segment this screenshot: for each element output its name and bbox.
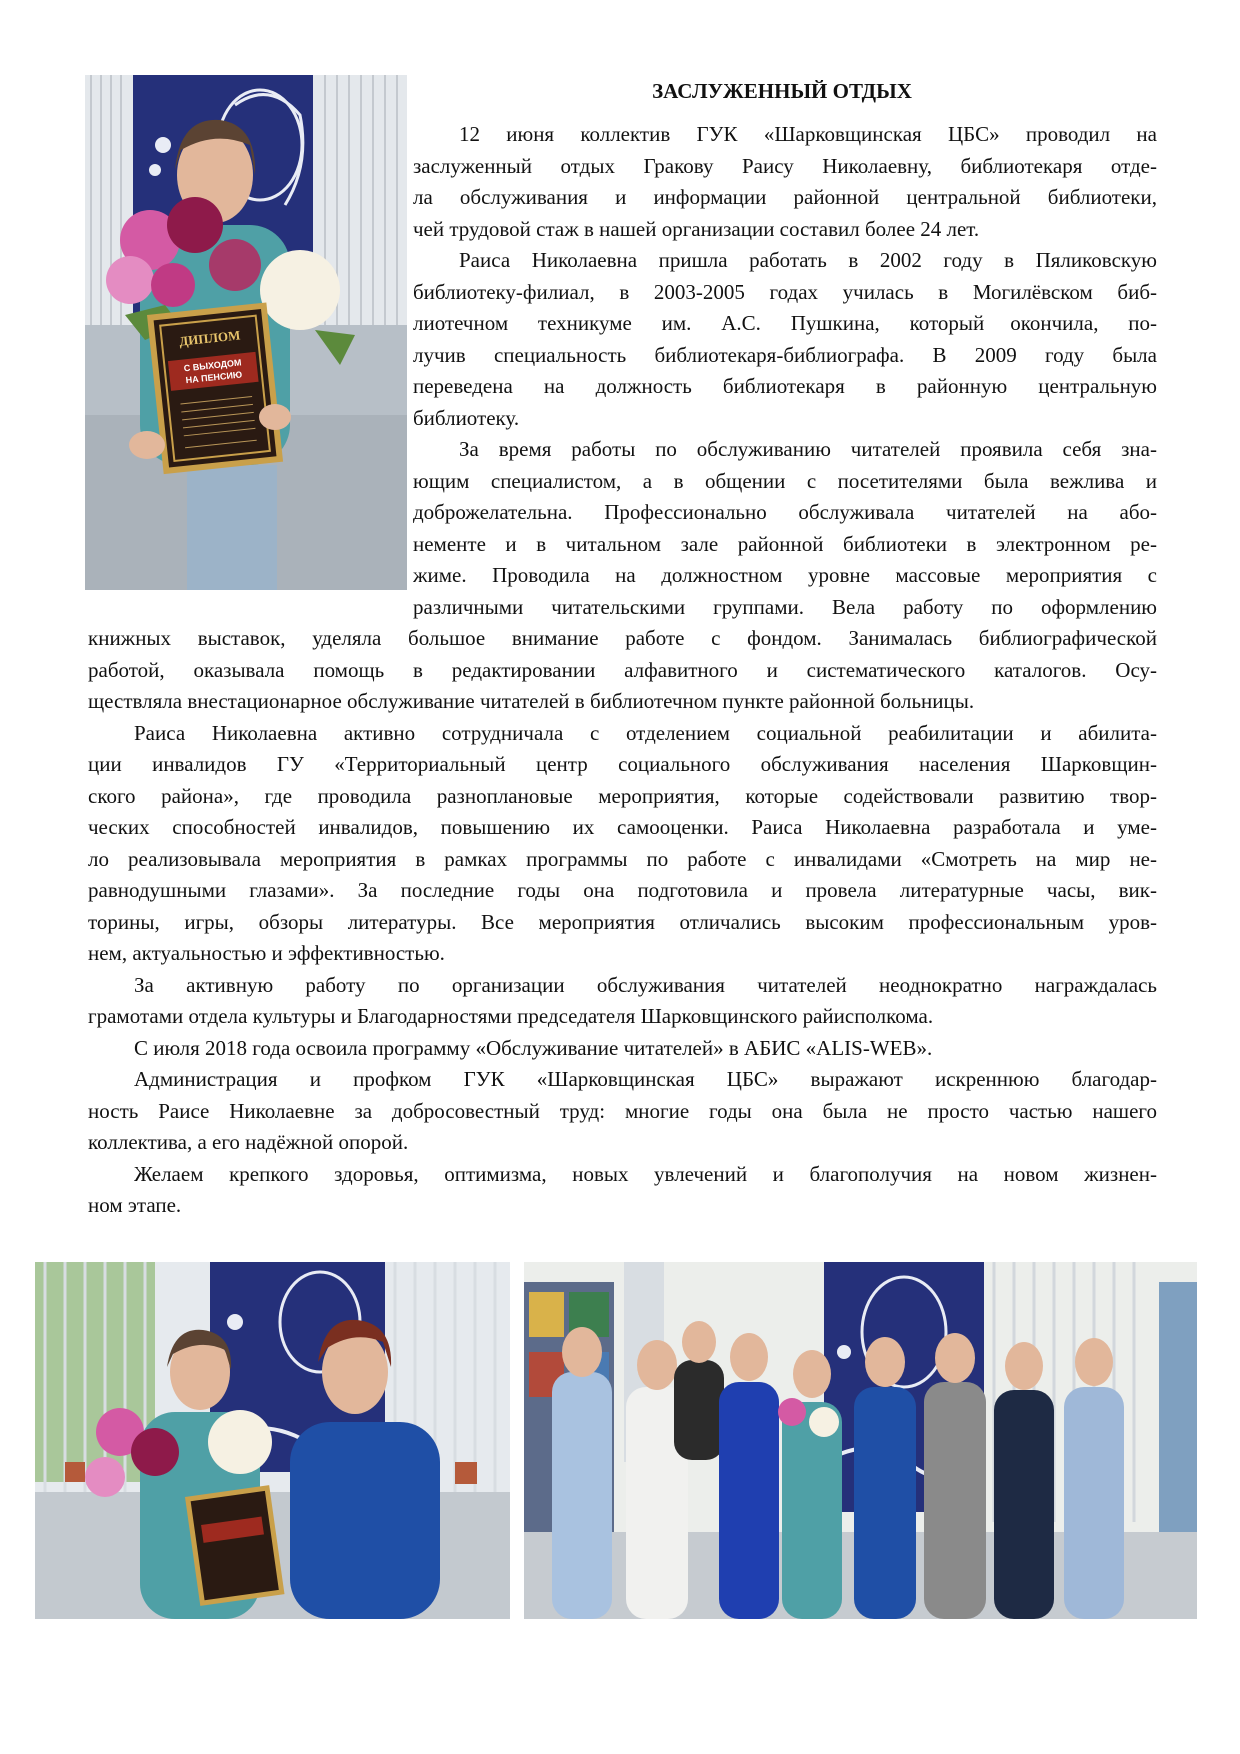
text-line: лучив специальность библиотекаря-библиографа. В 2009 году была [413,342,1157,367]
paragraph-awards [88,970,1157,1033]
text-line: ном этапе. [88,1193,182,1217]
text-line: грамотами отдела культуры и Благодарностями председателя Шарковщинского райисполкома. [88,1004,934,1028]
text-line: торины, игры, обзоры литературы. Все мероприятия отличались высоким профессиональным уров- [88,909,1157,934]
article-title: ЗАСЛУЖЕННЫЙ ОТДЫХ [652,79,912,103]
paragraph-cooperation [88,718,1157,970]
photo-two-women [35,1262,510,1619]
text-line: нем, актуальностью и эффективностью. [88,941,445,965]
text-line: ческих способностей инвалидов, повышению их самооценки. Раиса Николаевна разработала и уме- [88,815,1157,839]
text-line: переведена на должность библиотекаря в районную центральную [413,374,1157,398]
text-line: ла обслуживания и информации районной центральной библиотеки, [413,185,1157,209]
text-line: заслуженный отдых Гракову Раису Николаевну, библиотекаря отде- [413,153,1157,178]
text-line: книжных выставок, уделяла большое внимание работе с фондом. Занималась библиографической [88,626,1157,650]
text-line: работой, оказывала помощь в редактировании алфавитного и систематического каталогов. Осу- [88,657,1157,682]
text-line: ского района», где проводила разноплановые мероприятия, которые содействовали развитию твор- [88,783,1157,808]
text-line: равнодушными глазами». За последние годы она подготовила и провела литературные часы, вик- [88,878,1157,902]
text-line: За время работы по обслуживанию читателей проявила себя зна- [459,437,1157,461]
text-line: доброжелательна. Профессионально обслуживала читателей на або- [413,500,1157,524]
paragraph-work-continued [88,623,1157,718]
text-line: С июля 2018 года освоила программу «Обслуживание читателей» в АБИС «ALIS-WEB». [134,1035,933,1060]
text-line: ло реализовывала мероприятия в рамках программы по работе с инвалидами «Смотреть на мир не- [88,846,1157,871]
text-line: Раиса Николаевна активно сотрудничала с отделением социальной реабилитации и абилита- [134,720,1157,745]
text-line: библиотеку. [413,405,520,430]
text-line: ность Раисе Николаевне за добросовестный труд: многие годы она была не просто частью нашего [88,1098,1157,1123]
photo-retiree-with-diploma [85,75,407,590]
text-line: различными читательскими группами. Вела работу по оформлению [413,594,1157,619]
paragraph-wishes [88,1159,1157,1222]
diploma-title: ДИПЛОМ [178,327,241,349]
text-line: ющим специалистом, а в общении с посетителями была вежлива и [413,468,1157,493]
text-line: За активную работу по организации обслуживания читателей неоднократно награждалась [134,972,1157,997]
text-line: библиотеку-филиал, в 2003-2005 годах училась в Могилёвском биб- [413,279,1157,304]
text-line: Желаем крепкого здоровья, оптимизма, новых увлечений и благополучия на новом жизнен- [134,1161,1157,1186]
text-line: Администрация и профком ГУК «Шарковщинская ЦБС» выражают искреннюю благодар- [134,1067,1157,1091]
text-line: коллектива, а его надёжной опорой. [88,1130,409,1154]
article-body-intro [413,119,1157,623]
text-line: ществляла внестационарное обслуживание читателей в библиотечном пункте районной больницы. [88,689,975,713]
photo-group-colleagues [524,1262,1197,1619]
paragraph-gratitude [88,1064,1157,1159]
paragraph-work [413,434,1157,623]
text-fragment: окончила, по- [1010,311,1157,335]
text-line: чей трудовой стаж в нашей организации составил более 24 лет. [413,216,980,241]
text-fragment: лиотечном техникуме им. А.С. Пушкина, который [413,311,985,335]
paragraph-alis [88,1033,1157,1065]
article-body-main [88,623,1157,1222]
diploma-line3: НА ПЕНСИЮ [185,369,243,386]
text-line: Раиса Николаевна пришла работать в 2002 году в Пяликовскую [459,248,1157,272]
text-line: ции инвалидов ГУ «Территориальный центр социального обслуживания населения Шарковщин- [88,752,1157,776]
diploma-line2: С ВЫХОДОМ [183,357,242,374]
text-line: 12 июня коллектив ГУК «Шарковщинская ЦБС» проводил на [459,122,1157,146]
text-line: нементе и в читальном зале районной библиотеки в электронном ре- [413,531,1157,556]
paragraph-farewell [413,119,1157,245]
text-line: жиме. Проводила на должностном уровне массовые мероприятия с [413,563,1157,587]
text-line [413,308,1157,340]
paragraph-career [413,245,1157,434]
